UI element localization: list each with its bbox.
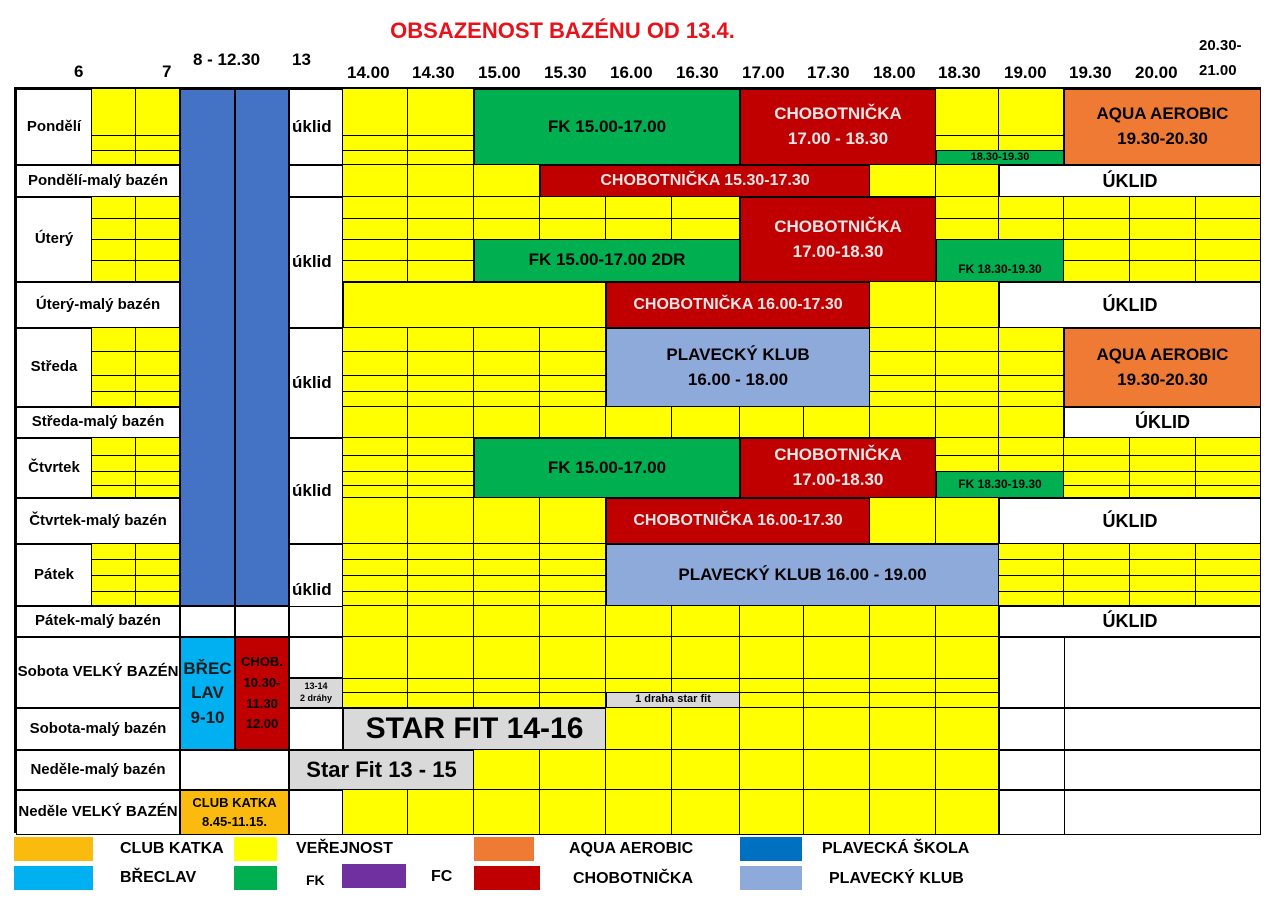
verejnost-cell: [1196, 438, 1261, 498]
chobotnicka-pondeli-name: CHOBOTNIČKA: [774, 104, 902, 124]
uklid-utery: úklid: [289, 197, 343, 328]
chobotnicka-pondeli-time: 17.00 - 18.30: [787, 129, 889, 148]
sobota-13-14-2-drahy: [289, 678, 343, 708]
breclav-sobota: [180, 637, 235, 750]
sobota-13-14-line2: 2 dráhy: [299, 693, 332, 703]
row-label-nedele-velky: Neděle VELKÝ BAZÉN: [16, 790, 180, 835]
aqua-aerobic-streda-time: 19.30-20.30: [1117, 369, 1208, 389]
verejnost-cell: [870, 282, 936, 328]
plavecky-klub-streda-name: PLAVECKÝ KLUB: [666, 344, 810, 364]
verejnost-cell: [936, 498, 999, 544]
verejnost-cell: [740, 708, 804, 750]
aqua-aerobic-streda-name: AQUA AEROBIC: [1096, 344, 1229, 364]
blank-nedele-velky-13: [289, 790, 343, 835]
club-katka-nedele-name: CLUB KATKA: [192, 795, 277, 811]
verejnost-cell: [343, 438, 408, 498]
verejnost-cell: [606, 790, 672, 835]
chobotnicka-utery: [740, 197, 936, 282]
verejnost-cell: [474, 407, 540, 438]
chobotnicka-sobota-line1: CHOB.: [241, 653, 283, 669]
verejnost-cell: [136, 89, 180, 165]
verejnost-cell: [936, 606, 999, 637]
verejnost-cell: [408, 637, 474, 708]
verejnost-cell: [343, 637, 408, 708]
row-label-sobota-velky: Sobota VELKÝ BAZÉN: [16, 637, 180, 708]
verejnost-cell: [408, 165, 474, 197]
header-1430: 14.30: [412, 63, 455, 82]
verejnost-cell: [740, 790, 804, 835]
uklid-pondeli: úklid: [289, 89, 343, 165]
verejnost-cell: [870, 790, 936, 835]
verejnost-cell: [92, 328, 136, 407]
legend-label-breclav: BŘECLAV: [120, 869, 197, 886]
verejnost-cell: [474, 637, 540, 708]
verejnost-utery-maly: [343, 282, 606, 328]
verejnost-cell: [343, 328, 408, 407]
verejnost-cell: [474, 498, 540, 544]
verejnost-cell: [343, 606, 408, 637]
verejnost-cell: [606, 606, 672, 637]
legend-swatch-fk: [234, 866, 277, 890]
legend-label-verejnost: VEŘEJNOST: [296, 840, 393, 857]
uklid-patek-maly: ÚKLID: [999, 606, 1261, 637]
row-label-utery-maly: Úterý-malý bazén: [16, 282, 180, 328]
verejnost-cell: [870, 708, 936, 750]
blank-sobota-maly-1900: [999, 708, 1065, 750]
verejnost-cell: [672, 750, 740, 790]
header-6: 6: [74, 62, 84, 81]
chobotnicka-pondeli: [740, 89, 936, 165]
verejnost-cell: [740, 407, 804, 438]
blank-nedele-maly-1900: [999, 750, 1065, 790]
verejnost-cell: [936, 165, 999, 197]
breclav-sobota-line1: BŘEC: [183, 658, 232, 678]
uklid-pondeli-maly: ÚKLID: [999, 165, 1261, 197]
verejnost-cell: [936, 637, 999, 708]
verejnost-cell: [540, 498, 606, 544]
header-2030: 20.30-: [1199, 37, 1242, 54]
blank-sobota-1930: [1064, 637, 1261, 708]
verejnost-cell: [870, 165, 936, 197]
legend-label-chobotnicka: CHOBOTNIČKA: [573, 870, 693, 887]
blank-nedele-maly-1930: [1064, 750, 1261, 790]
verejnost-cell: [408, 407, 474, 438]
chobotnicka-utery-time: 17.00-18.30: [792, 241, 884, 261]
club-katka-nedele: [180, 790, 289, 835]
chobotnicka-ctvrtek: [740, 438, 936, 498]
header-1800: 18.00: [873, 63, 916, 82]
verejnost-cell: [540, 328, 606, 407]
legend-swatch-club-katka: [14, 837, 93, 861]
verejnost-cell: [672, 790, 740, 835]
verejnost-cell: [408, 790, 474, 835]
uklid-ctvrtek: úklid: [289, 438, 343, 544]
legend-label-aqua-aerobic: AQUA AEROBIC: [569, 840, 694, 857]
header-2000: 20.00: [1135, 63, 1178, 82]
verejnost-cell: [1064, 438, 1130, 498]
header-2100: 21.00: [1199, 62, 1237, 79]
blank-sobota-1900: [999, 637, 1065, 708]
fk-utery: FK 15.00-17.00 2DR: [474, 239, 740, 282]
verejnost-cell: [740, 750, 804, 790]
verejnost-cell: [999, 328, 1064, 407]
legend-swatch-plavecky-klub: [740, 866, 802, 890]
row-label-pondeli-maly: Pondělí-malý bazén: [16, 165, 180, 197]
row-label-ctvrtek-maly: Čtvrtek-malý bazén: [16, 498, 180, 544]
blank-patek-maly-3: [289, 606, 343, 637]
legend-swatch-chobotnicka: [474, 866, 540, 890]
verejnost-cell: [408, 606, 474, 637]
row-label-utery: Úterý: [16, 197, 92, 282]
uklid-utery-maly: ÚKLID: [999, 282, 1261, 328]
blank-sobota-maly-1930: [1064, 708, 1261, 750]
verejnost-cell: [672, 606, 740, 637]
plavecky-klub-patek: PLAVECKÝ KLUB 16.00 - 19.00: [606, 544, 999, 606]
breclav-sobota-line2: LAV: [191, 683, 224, 703]
star-fit-sobota: STAR FIT 14-16: [343, 708, 606, 750]
chobotnicka-ctvrtek-name: CHOBOTNIČKA: [774, 445, 902, 465]
verejnost-cell: [540, 606, 606, 637]
verejnost-cell: [474, 165, 540, 197]
verejnost-cell: [1130, 438, 1196, 498]
breclav-sobota-line3: 9-10: [190, 707, 225, 727]
blank-sobota-maly-13: [289, 708, 343, 750]
verejnost-cell: [936, 328, 999, 407]
row-label-sobota-maly: Sobota-malý bazén: [16, 708, 180, 750]
fk-utery-1830: FK 18.30-19.30: [936, 239, 1064, 282]
verejnost-cell: [408, 438, 474, 498]
row-label-streda: Středa: [16, 328, 92, 407]
header-1900: 19.00: [1004, 63, 1047, 82]
fk-ctvrtek: FK 15.00-17.00: [474, 438, 740, 498]
chobotnicka-sobota-line2: 10.30-: [243, 674, 281, 690]
uklid-streda: úklid: [289, 328, 343, 438]
plavecky-klub-streda: [606, 328, 870, 407]
legend-label-plavecky-klub: PLAVECKÝ KLUB: [829, 870, 964, 887]
blank-sobota-13: [289, 637, 343, 678]
chobotnicka-sobota-line3: 11.30: [246, 695, 278, 711]
uklid-streda-maly: ÚKLID: [1064, 407, 1261, 438]
verejnost-cell: [343, 165, 408, 197]
verejnost-cell: [999, 407, 1064, 438]
row-label-pondeli: Pondělí: [16, 89, 92, 165]
verejnost-cell: [606, 750, 672, 790]
fk-pondeli-1830: 18.30-19.30: [936, 150, 1064, 165]
uklid-ctvrtek-maly: ÚKLID: [999, 498, 1261, 544]
legend-label-fk: FK: [306, 872, 325, 888]
uklid-patek: úklid: [289, 544, 343, 637]
verejnost-cell: [540, 637, 606, 708]
header-13: 13: [292, 50, 311, 69]
chobotnicka-utery-name: CHOBOTNIČKA: [774, 216, 902, 236]
row-label-streda-maly: Středa-malý bazén: [16, 407, 180, 438]
header-1730: 17.30: [807, 63, 850, 82]
chobotnicka-pondeli-maly: CHOBOTNIČKA 15.30-17.30: [540, 165, 870, 197]
verejnost-cell: [606, 708, 672, 750]
verejnost-cell: [804, 708, 870, 750]
plavecka-skola-col1: [180, 89, 235, 606]
verejnost-cell: [870, 750, 936, 790]
verejnost-cell: [672, 407, 740, 438]
sobota-13-14-line1: 13-14: [304, 681, 328, 692]
aqua-aerobic-streda: [1064, 328, 1261, 407]
verejnost-cell: [136, 328, 180, 407]
header-1530: 15.30: [544, 63, 587, 82]
fk-ctvrtek-1830: FK 18.30-19.30: [936, 471, 1064, 498]
fk-pondeli: FK 15.00-17.00: [474, 89, 740, 165]
legend-swatch-verejnost: [234, 837, 277, 861]
header-1930: 19.30: [1069, 63, 1112, 82]
verejnost-cell: [804, 790, 870, 835]
verejnost-cell: [408, 89, 474, 165]
page-title: OBSAZENOST BAZÉNU OD 13.4.: [390, 18, 735, 43]
header-1830: 18.30: [938, 63, 981, 82]
blank-nedele-maly-morning: [180, 750, 289, 790]
verejnost-cell: [804, 407, 870, 438]
verejnost-cell: [540, 407, 606, 438]
verejnost-cell: [343, 498, 408, 544]
verejnost-cell: [936, 708, 999, 750]
header-1500: 15.00: [478, 63, 521, 82]
legend-swatch-fc: [342, 864, 406, 888]
blank-nedele-velky-1930: [1064, 790, 1261, 835]
verejnost-cell: [870, 637, 936, 708]
verejnost-cell: [870, 407, 936, 438]
verejnost-cell: [343, 407, 408, 438]
blank-patek-maly-1: [180, 606, 235, 637]
verejnost-cell: [606, 407, 672, 438]
verejnost-cell: [936, 407, 999, 438]
chobotnicka-utery-maly: CHOBOTNIČKA 16.00-17.30: [606, 282, 870, 328]
row-label-nedele-maly: Neděle-malý bazén: [16, 750, 180, 790]
draha-star-fit: 1 draha star fit: [606, 692, 740, 708]
aqua-aerobic-pondeli-time: 19.30-20.30: [1117, 129, 1208, 148]
row-label-patek-maly: Pátek-malý bazén: [16, 606, 180, 637]
row-label-ctvrtek: Čtvrtek: [16, 438, 92, 498]
verejnost-cell: [92, 89, 136, 165]
verejnost-cell: [540, 750, 606, 790]
verejnost-cell: [936, 282, 999, 328]
aqua-aerobic-pondeli-name: AQUA AEROBIC: [1096, 104, 1229, 124]
legend-label-fc: FC: [431, 868, 453, 885]
verejnost-cell: [474, 790, 540, 835]
legend-swatch-plavecka-skola: [740, 837, 802, 861]
verejnost-cell: [474, 328, 540, 407]
verejnost-cell: [870, 606, 936, 637]
header-7: 7: [162, 62, 172, 81]
chobotnicka-sobota: [235, 637, 289, 750]
verejnost-cell: [474, 750, 540, 790]
blank-patek-maly-2: [235, 606, 289, 637]
blank-pondeli-maly-13: [289, 165, 343, 197]
verejnost-cell: [804, 606, 870, 637]
legend-swatch-aqua-aerobic: [474, 837, 534, 861]
legend-label-club-katka: CLUB KATKA: [120, 840, 224, 857]
aqua-aerobic-pondeli: [1064, 89, 1261, 165]
verejnost-cell: [740, 606, 804, 637]
verejnost-cell: [936, 790, 999, 835]
star-fit-nedele: Star Fit 13 - 15: [289, 750, 474, 790]
header-8-1230: 8 - 12.30: [193, 50, 261, 69]
header-1630: 16.30: [676, 63, 719, 82]
verejnost-cell: [936, 750, 999, 790]
verejnost-cell: [870, 328, 936, 407]
verejnost-cell: [343, 790, 408, 835]
verejnost-cell: [804, 750, 870, 790]
chobotnicka-ctvrtek-time: 17.00-18.30: [792, 470, 884, 489]
plavecka-skola-col2: [235, 89, 289, 606]
row-label-patek: Pátek: [16, 544, 92, 606]
verejnost-cell: [92, 438, 136, 498]
verejnost-cell: [408, 328, 474, 407]
verejnost-cell: [474, 606, 540, 637]
schedule-grid: [14, 87, 1261, 833]
verejnost-cell: [870, 498, 936, 544]
chobotnicka-ctvrtek-maly: CHOBOTNIČKA 16.00-17.30: [606, 498, 870, 544]
header-1600: 16.00: [610, 63, 653, 82]
verejnost-cell: [136, 438, 180, 498]
chobotnicka-sobota-line4: 12.00: [245, 716, 279, 732]
club-katka-nedele-time: 8.45-11.15.: [201, 813, 268, 829]
legend-label-plavecka-skola: PLAVECKÁ ŠKOLA: [822, 840, 970, 857]
legend-swatch-breclav: [14, 866, 93, 890]
verejnost-cell: [540, 790, 606, 835]
verejnost-cell: [740, 637, 804, 708]
plavecky-klub-streda-time: 16.00 - 18.00: [687, 369, 789, 389]
verejnost-cell: [408, 498, 474, 544]
verejnost-cell: [804, 637, 870, 708]
verejnost-cell: [672, 708, 740, 750]
blank-nedele-velky-1900: [999, 790, 1065, 835]
header-1400: 14.00: [347, 63, 390, 82]
verejnost-cell: [343, 89, 408, 165]
header-1700: 17.00: [742, 63, 785, 82]
